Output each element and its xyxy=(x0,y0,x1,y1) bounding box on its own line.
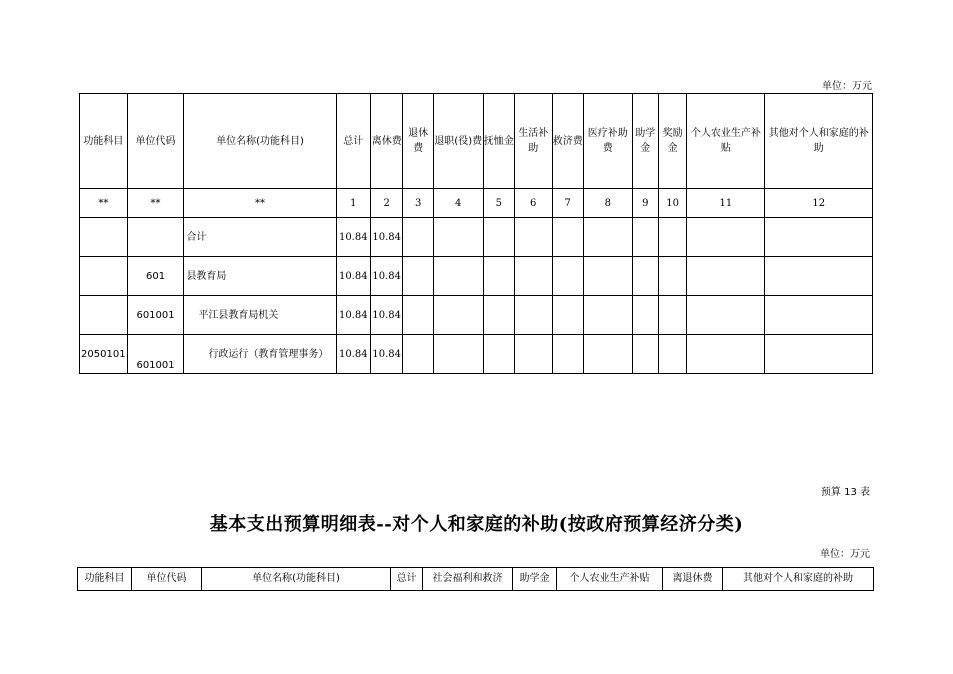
function-code-cell: 2050101 xyxy=(80,335,128,374)
table-number: 预算 13 表 xyxy=(820,487,870,498)
index-cell: 1 xyxy=(336,189,370,218)
unit-code-cell: 601001 xyxy=(127,296,184,335)
economic-class-table xyxy=(77,567,874,591)
function-code-cell xyxy=(80,218,128,257)
header-cell: 单位名称(功能科目) xyxy=(184,94,336,189)
header-cell: 单位名称(功能科目) xyxy=(202,568,391,591)
header-cell: 单位代码 xyxy=(127,94,184,189)
index-cell: 5 xyxy=(483,189,514,218)
index-cell: ** xyxy=(80,189,128,218)
index-cell: 2 xyxy=(371,189,403,218)
header-row xyxy=(80,94,873,189)
unit-name-cell: 平江县教育局机关 xyxy=(184,296,336,335)
index-cell: 6 xyxy=(514,189,552,218)
retiree-fee-cell: 10.84 xyxy=(371,218,403,257)
unit-name-cell: 合计 xyxy=(184,218,336,257)
header-row xyxy=(78,568,874,591)
header-cell: 其他对个人和家庭的补助 xyxy=(765,94,873,189)
header-cell: 离休费 xyxy=(371,94,403,189)
unit-label-bottom: 单位：万元 xyxy=(820,549,870,560)
index-cell: ** xyxy=(127,189,184,218)
unit-label-top: 单位：万元 xyxy=(822,81,872,92)
retiree-fee-cell: 10.84 xyxy=(371,335,403,374)
header-cell: 单位代码 xyxy=(132,568,202,591)
total-cell: 10.84 xyxy=(336,296,370,335)
index-cell: 7 xyxy=(552,189,583,218)
header-cell: 助学金 xyxy=(513,568,557,591)
function-code-cell xyxy=(80,296,128,335)
header-cell: 退职(役)费 xyxy=(433,94,483,189)
index-cell: 4 xyxy=(433,189,483,218)
index-cell: ** xyxy=(184,189,336,218)
unit-name-cell: 县教育局 xyxy=(184,257,336,296)
index-cell: 10 xyxy=(658,189,686,218)
index-cell: 9 xyxy=(632,189,658,218)
header-cell: 助学金 xyxy=(632,94,658,189)
header-cell: 救济费 xyxy=(552,94,583,189)
function-code-cell xyxy=(80,257,128,296)
table-row xyxy=(80,335,873,374)
retiree-fee-cell: 10.84 xyxy=(371,257,403,296)
index-cell: 11 xyxy=(687,189,765,218)
total-cell: 10.84 xyxy=(336,335,370,374)
header-cell: 总计 xyxy=(336,94,370,189)
unit-code-cell: 601 xyxy=(127,257,184,296)
table-row xyxy=(80,257,873,296)
header-cell: 个人农业生产补贴 xyxy=(687,94,765,189)
header-cell: 退休费 xyxy=(403,94,433,189)
header-cell: 个人农业生产补贴 xyxy=(557,568,663,591)
header-cell: 奖励金 xyxy=(658,94,686,189)
header-cell: 功能科目 xyxy=(78,568,132,591)
unit-name-cell: 行政运行（教育管理事务） xyxy=(184,335,336,374)
unit-code-cell: 601001 xyxy=(127,335,184,374)
index-cell: 12 xyxy=(765,189,873,218)
header-cell: 生活补助 xyxy=(514,94,552,189)
header-cell: 社会福利和救济 xyxy=(423,568,513,591)
retiree-fee-cell: 10.84 xyxy=(371,296,403,335)
table-row xyxy=(80,218,873,257)
index-cell: 8 xyxy=(583,189,632,218)
header-cell: 医疗补助费 xyxy=(583,94,632,189)
index-row xyxy=(80,189,873,218)
index-cell: 3 xyxy=(403,189,433,218)
table-row xyxy=(80,296,873,335)
header-cell: 总计 xyxy=(391,568,423,591)
page-title: 基本支出预算明细表--对个人和家庭的补助(按政府预算经济分类) xyxy=(209,514,744,535)
header-cell: 离退休费 xyxy=(663,568,723,591)
header-cell: 功能科目 xyxy=(80,94,128,189)
subsidy-table xyxy=(79,93,873,374)
header-cell: 其他对个人和家庭的补助 xyxy=(723,568,874,591)
total-cell: 10.84 xyxy=(336,218,370,257)
header-cell: 抚恤金 xyxy=(483,94,514,189)
unit-code-cell xyxy=(127,218,184,257)
total-cell: 10.84 xyxy=(336,257,370,296)
